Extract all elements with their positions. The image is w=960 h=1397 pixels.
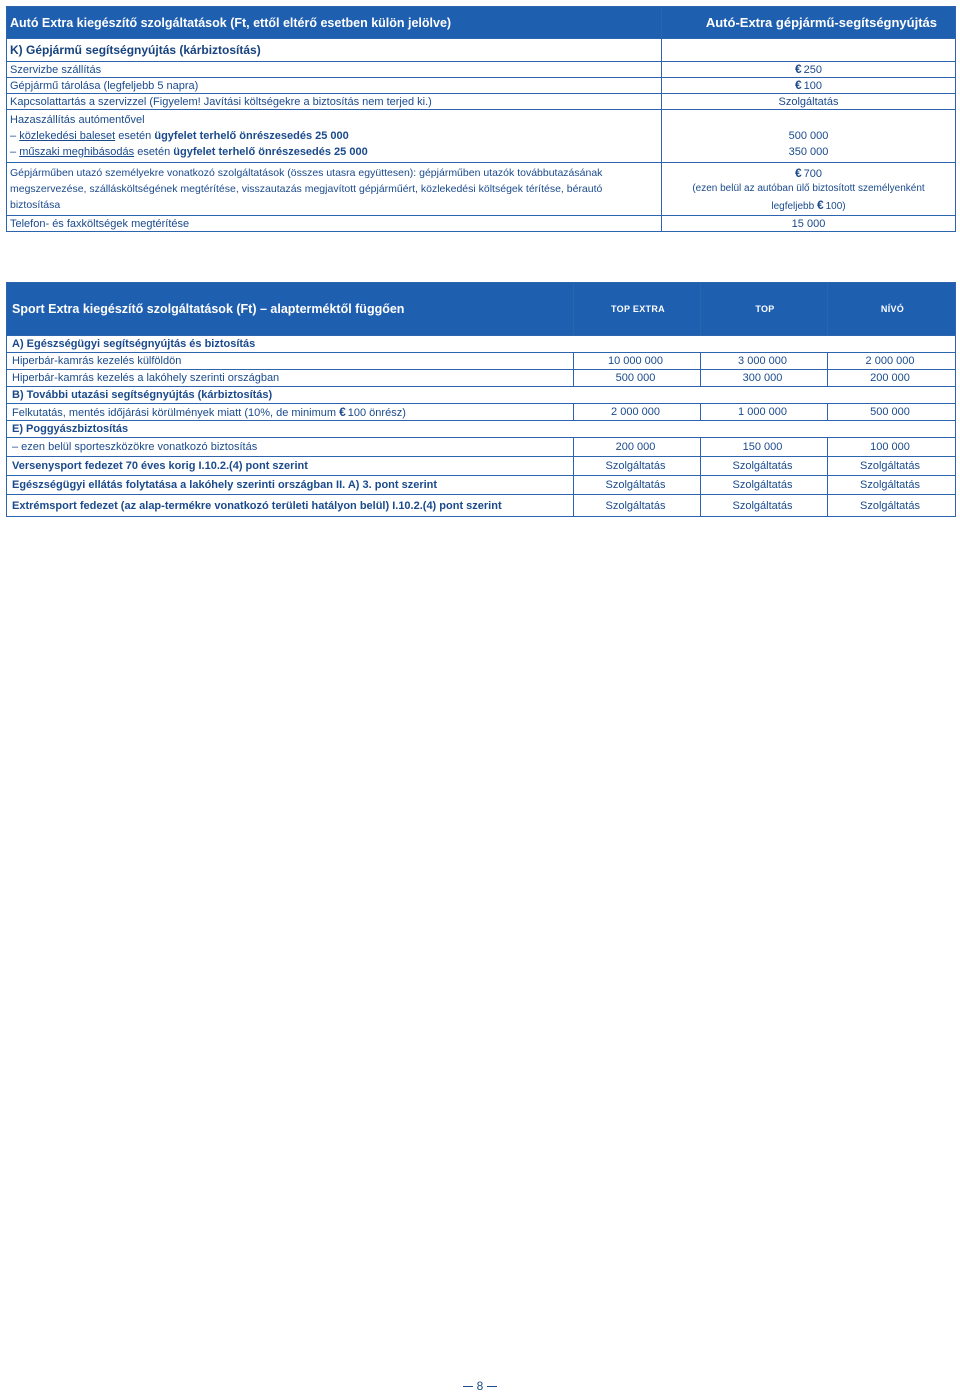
table-row (7, 438, 956, 457)
row-label: Versenysport fedezet 70 éves korig I.10.2.(4) pont szerint (7, 457, 574, 476)
value-top-extra: 2 000 000 (574, 404, 701, 421)
auto-extra-table (6, 6, 956, 232)
page-number-dash-left (463, 1386, 473, 1387)
table-row (7, 353, 956, 370)
table-row (7, 163, 956, 216)
row-label: Hiperbár-kamrás kezelés külföldön (7, 353, 574, 370)
value-top: 3 000 000 (701, 353, 828, 370)
table-row (7, 94, 956, 110)
value-top-extra: 10 000 000 (574, 353, 701, 370)
value-nivo: 100 000 (828, 438, 956, 457)
section-k-title: K) Gépjármű segítségnyújtás (kárbiztosítás) (7, 39, 662, 62)
table-row (7, 110, 956, 163)
row-label: Telefon- és faxköltségek megtérítése (7, 216, 662, 232)
value-top-extra: 500 000 (574, 370, 701, 387)
section-k-row (7, 39, 956, 62)
euro-icon: € (794, 62, 802, 76)
euro-icon: € (339, 404, 346, 419)
value-top: 300 000 (701, 370, 828, 387)
section-k-empty-cell (662, 39, 956, 62)
row-label: Egészségügyi ellátás folytatása a lakóhely szerinti országban II. A) 3. pont szerint (7, 476, 574, 495)
table-row (7, 457, 956, 476)
row-value: € 100 (662, 78, 956, 94)
value-nivo: Szolgáltatás (828, 495, 956, 517)
auto-extra-header-row (7, 7, 956, 39)
row-value: 500 000 350 000 (662, 110, 956, 163)
section-a-row (7, 336, 956, 353)
column-header-top-extra: TOP EXTRA (574, 283, 701, 336)
sport-extra-table (6, 282, 956, 517)
table-row (7, 216, 956, 232)
euro-icon: € (794, 166, 802, 180)
table-row (7, 495, 956, 517)
link-traffic-accident[interactable]: közlekedési baleset (19, 130, 116, 142)
row-label: – ezen belül sporteszközökre vonatkozó biztosítás (7, 438, 574, 457)
value-top: Szolgáltatás (701, 495, 828, 517)
auto-extra-header-product: Autó-Extra gépjármű-segítségnyújtás (662, 7, 956, 39)
auto-extra-header-title: Autó Extra kiegészítő szolgáltatások (Ft, ettől eltérő esetben külön jelölve) (7, 7, 662, 39)
value-nivo: 200 000 (828, 370, 956, 387)
value-top: Szolgáltatás (701, 457, 828, 476)
value-top: Szolgáltatás (701, 476, 828, 495)
value-top-extra: Szolgáltatás (574, 495, 701, 517)
column-header-top: TOP (701, 283, 828, 336)
row-label: Hazaszállítás autómentővel – közlekedési baleset esetén ügyfelet terhelő önrészesedés 25 000 – műszaki meghibásodás esetén ügyfelet terhelő önrészesedés 25 000 (7, 110, 662, 163)
table-row (7, 62, 956, 78)
page-number-dash-right (487, 1386, 497, 1387)
link-technical-failure[interactable]: műszaki meghibásodás (19, 146, 135, 158)
row-label: Extrémsport fedezet (az alap-termékre vonatkozó területi hatályon belül) I.10.2.(4) pont szerint (7, 495, 574, 517)
row-value: € 250 (662, 62, 956, 78)
euro-icon: € (794, 78, 802, 92)
section-b-row (7, 387, 956, 404)
page-number: 8 (0, 1379, 960, 1393)
value-top-extra: Szolgáltatás (574, 476, 701, 495)
value-top-extra: Szolgáltatás (574, 457, 701, 476)
row-label: Hiperbár-kamrás kezelés a lakóhely szerinti országban (7, 370, 574, 387)
section-a-title: A) Egészségügyi segítségnyújtás és biztosítás (7, 336, 956, 353)
column-header-nivo: NÍVÓ (828, 283, 956, 336)
value-top: 1 000 000 (701, 404, 828, 421)
table-row (7, 404, 956, 421)
sport-extra-header-title: Sport Extra kiegészítő szolgáltatások (Ft) – alapterméktől függően (7, 283, 574, 336)
row-value: 15 000 (662, 216, 956, 232)
table-row (7, 476, 956, 495)
row-label: Gépjárműben utazó személyekre vonatkozó szolgáltatások (összes utasra együttesen): gépjárműben utazók továbbutazásának megszervezése, szállásköltségének megtérítése, visszautazás megjavított gépjárműért, közlekedési költségek térítése, bérautó biztosítása (7, 163, 662, 216)
value-nivo: 500 000 (828, 404, 956, 421)
row-label: Gépjármű tárolása (legfeljebb 5 napra) (7, 78, 662, 94)
sport-extra-header-row (7, 283, 956, 336)
value-nivo: 2 000 000 (828, 353, 956, 370)
row-value: Szolgáltatás (662, 94, 956, 110)
euro-icon: € (816, 198, 824, 212)
value-top-extra: 200 000 (574, 438, 701, 457)
value-nivo: Szolgáltatás (828, 457, 956, 476)
section-e-row (7, 421, 956, 438)
row-label: Szervizbe szállítás (7, 62, 662, 78)
row-label: Felkutatás, mentés időjárási körülmények miatt (10%, de minimum € 100 önrész) (7, 404, 574, 421)
table-row (7, 370, 956, 387)
table-row (7, 78, 956, 94)
section-b-title: B) További utazási segítségnyújtás (kárbiztosítás) (7, 387, 956, 404)
section-e-title: E) Poggyászbiztosítás (7, 421, 956, 438)
row-label: Kapcsolattartás a szervizzel (Figyelem! Javítási költségekre a biztosítás nem terjed ki.) (7, 94, 662, 110)
value-top: 150 000 (701, 438, 828, 457)
row-value: € 700 (ezen belül az autóban ülő biztosított személyenként legfeljebb € 100) (662, 163, 956, 216)
value-nivo: Szolgáltatás (828, 476, 956, 495)
